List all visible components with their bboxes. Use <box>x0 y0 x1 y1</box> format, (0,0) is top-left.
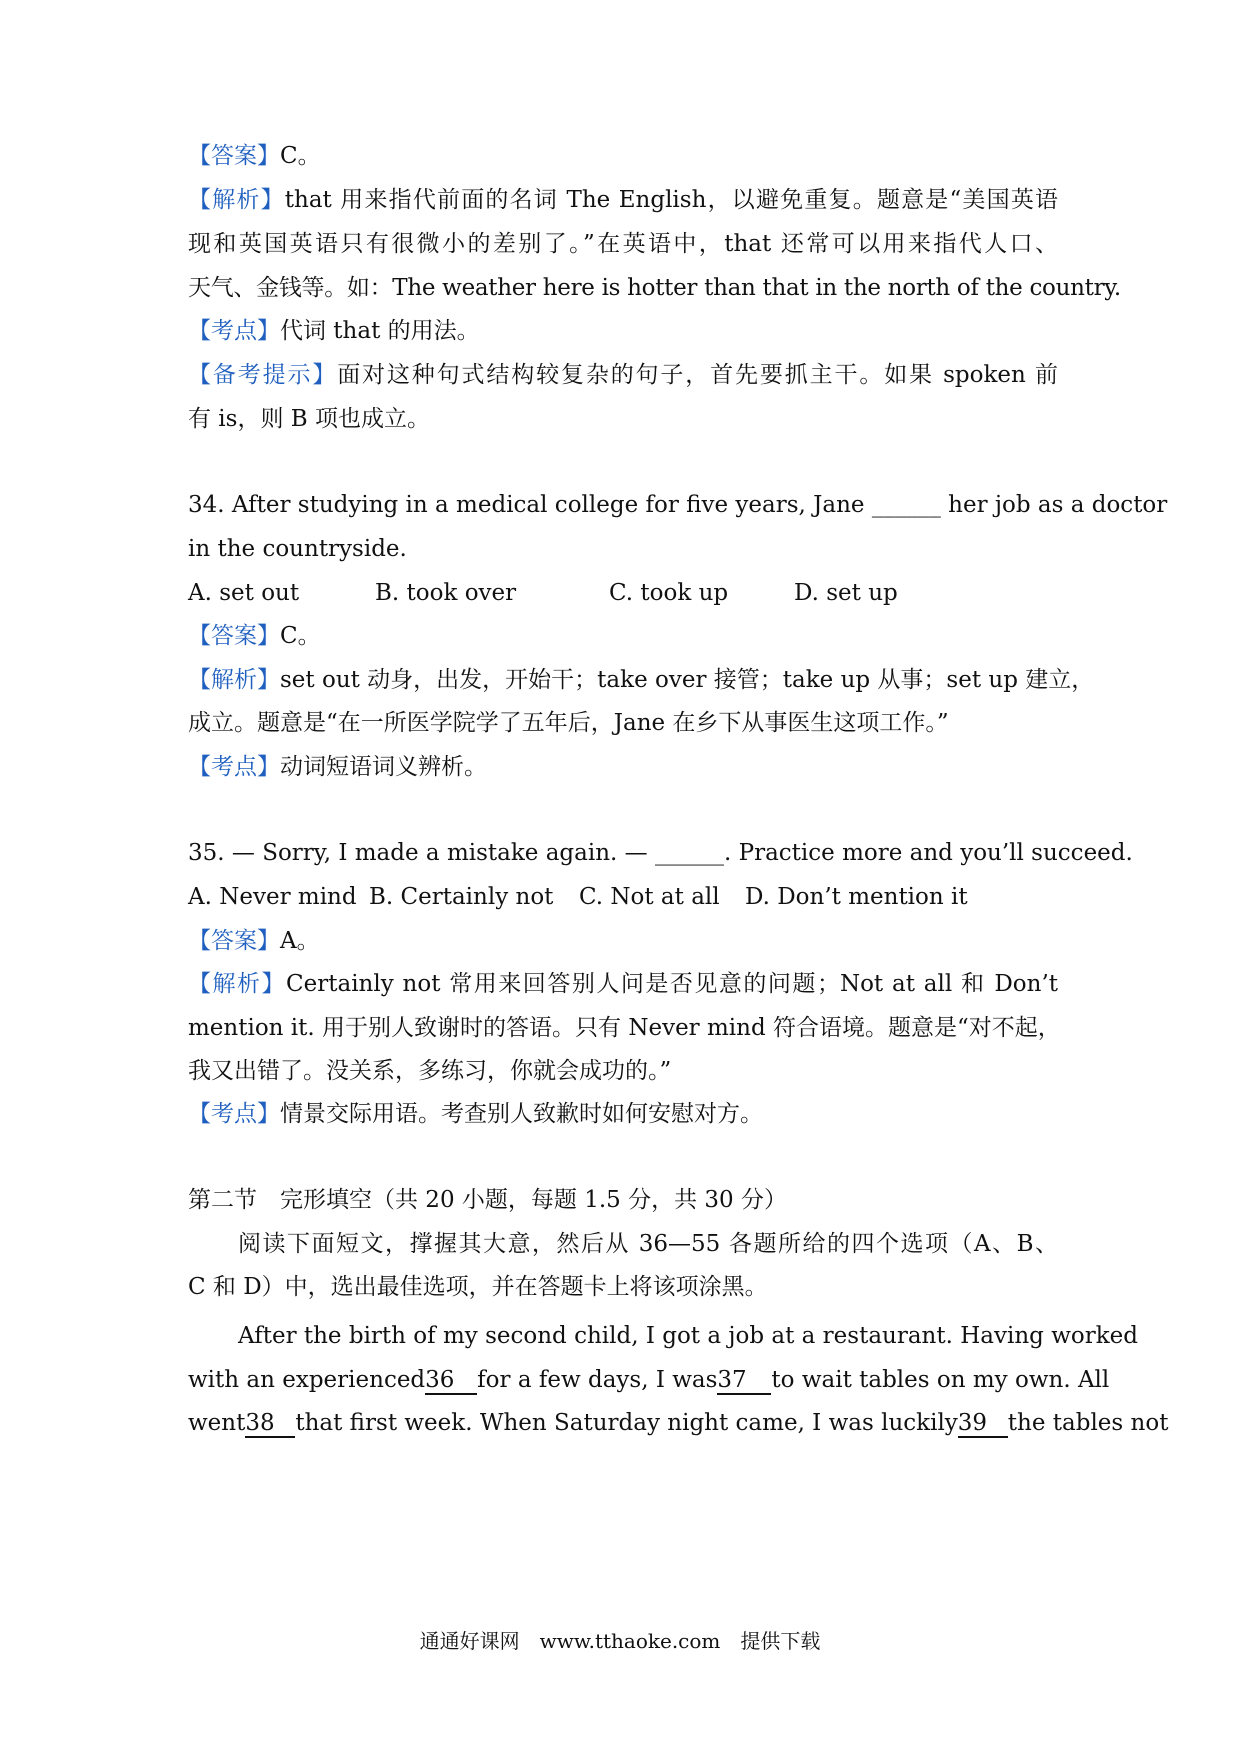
q33-answer-line <box>188 141 1058 171</box>
point-text: 代词 that 的用法。 <box>280 318 480 344</box>
tip-tag: 【备考提示】 <box>188 362 338 388</box>
q35-analysis-line-3: 我又出错了。没关系，多练习，你就会成功的。” <box>188 1058 672 1084</box>
q33-analysis-line-2: 现和英国英语只有很微小的差别了。”在英语中，that 还常可以用来指代人口、 <box>188 231 1058 257</box>
q34-option-b: B. took over <box>375 580 517 606</box>
point-tag: 【考点】 <box>188 754 280 780</box>
point-text: 动词短语词义辨析。 <box>280 754 487 780</box>
q33-analysis-line-3: 天气、金钱等。如：The weather here is hotter than that in the north of the country. <box>188 275 1121 301</box>
page-footer: 通通好课网 www.tthaoke.com 提供下载 <box>419 1629 821 1653</box>
q34-stem-line-2: in the countryside. <box>188 536 407 562</box>
q34-stem-line-1: 34. After studying in a medical college for five years, Jane ______ her job as a doctor <box>188 492 1168 518</box>
cloze-blank-38: 38 <box>245 1410 295 1438</box>
cloze-blank-37: 37 <box>717 1367 771 1395</box>
q35-answer-line <box>188 926 1058 956</box>
q33-tip-line-1 <box>188 360 1058 390</box>
tip-text: 面对这种句式结构较复杂的句子，首先要抓主干。如果 spoken 前 <box>337 362 1059 388</box>
q35-analysis-line-2: mention it. 用于别人致谢时的答语。只有 Never mind 符合语境。题意是“对不起， <box>188 1015 1061 1041</box>
passage-line-3 <box>188 1408 1169 1438</box>
passage-text: the tables not <box>1007 1410 1169 1436</box>
answer-text: C。 <box>280 143 321 169</box>
q33-analysis-line-1 <box>188 185 1058 215</box>
q34-analysis-line-1 <box>188 665 1095 695</box>
q33-point-line <box>188 316 1058 346</box>
point-tag: 【考点】 <box>188 1101 280 1127</box>
section2-instructions-line-2: C 和 D）中，选出最佳选项，并在答题卡上将该项涂黑。 <box>188 1274 768 1300</box>
q34-answer-line <box>188 621 1058 651</box>
q35-option-d: D. Don’t mention it <box>745 884 968 910</box>
analysis-text: set out 动身，出发，开始干；take over 接管；take up 从事；set up 建立， <box>280 667 1095 693</box>
passage-text: for a few days, I was <box>477 1367 718 1393</box>
point-tag: 【考点】 <box>188 318 280 344</box>
q34-point-line <box>188 752 1058 782</box>
q34-option-a: A. set out <box>188 580 300 606</box>
q35-stem: 35. — Sorry, I made a mistake again. — ______. Practice more and you’ll succeed. <box>188 840 1133 866</box>
q35-option-b: B. Certainly not <box>369 884 554 910</box>
q35-option-c: C. Not at all <box>579 884 720 910</box>
cloze-blank-39: 39 <box>958 1410 1008 1438</box>
passage-text: to wait tables on my own. All <box>771 1367 1110 1393</box>
passage-text: went <box>188 1410 246 1436</box>
passage-text: that first week. When Saturday night came, I was luckily <box>295 1410 958 1436</box>
analysis-text: that 用来指代前面的名词 The English，以避免重复。题意是“美国英语 <box>284 187 1059 213</box>
q35-point-line <box>188 1099 1058 1129</box>
answer-text: C。 <box>280 623 321 649</box>
q34-option-d: D. set up <box>794 580 898 606</box>
passage-line-2 <box>188 1365 1110 1395</box>
answer-tag: 【答案】 <box>188 928 280 954</box>
answer-text: A。 <box>280 928 320 954</box>
cloze-blank-36: 36 <box>425 1367 477 1395</box>
answer-tag: 【答案】 <box>188 143 280 169</box>
passage-text: with an experienced <box>188 1367 426 1393</box>
q33-tip-line-2: 有 is，则 B 项也成立。 <box>188 406 430 432</box>
analysis-text: Certainly not 常用来回答别人问是否见意的问题；Not at all 和 Don’t <box>286 971 1058 997</box>
answer-tag: 【答案】 <box>188 623 280 649</box>
passage-line-1: After the birth of my second child, I got a job at a restaurant. Having worked <box>238 1323 1138 1349</box>
point-text: 情景交际用语。考查别人致歉时如何安慰对方。 <box>280 1101 763 1127</box>
analysis-tag: 【解析】 <box>188 971 287 997</box>
q35-analysis-line-1 <box>188 969 1058 999</box>
q35-option-a: A. Never mind <box>188 884 357 910</box>
q34-analysis-line-2: 成立。题意是“在一所医学院学了五年后，Jane 在乡下从事医生这项工作。” <box>188 710 949 736</box>
analysis-tag: 【解析】 <box>188 187 285 213</box>
section2-instructions-line-1: 阅读下面短文，撑握其大意，然后从 36—55 各题所给的四个选项（A、B、 <box>238 1231 1058 1257</box>
section2-heading: 第二节 完形填空（共 20 小题，每题 1.5 分，共 30 分） <box>188 1187 787 1213</box>
q34-option-c: C. took up <box>609 580 729 606</box>
analysis-tag: 【解析】 <box>188 667 280 693</box>
